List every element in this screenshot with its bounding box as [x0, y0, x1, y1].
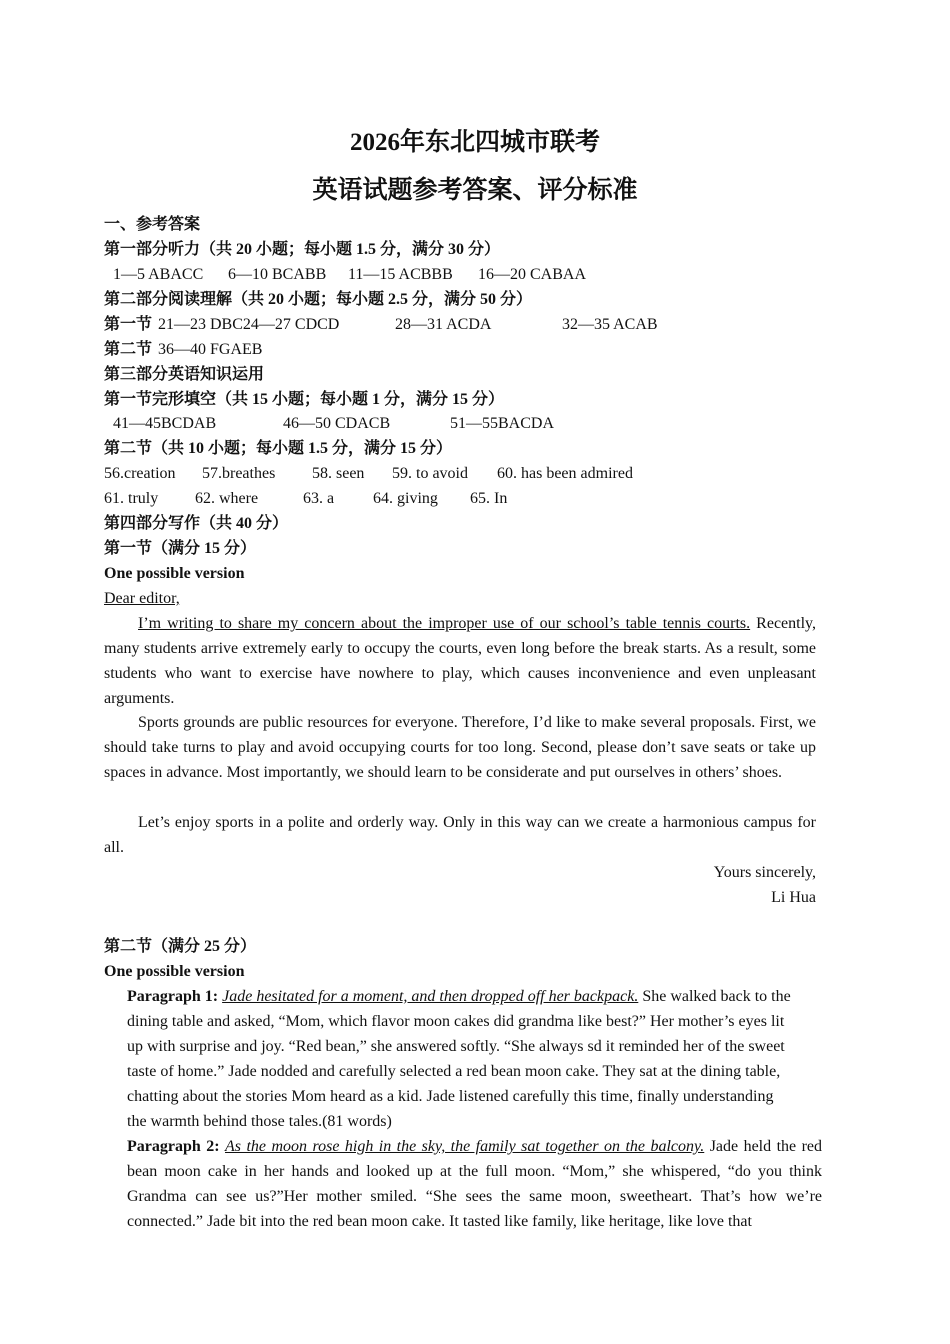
part3-section2-heading: 第二节（共 10 小题；每小题 1.5 分，满分 15 分）	[104, 440, 453, 457]
part3-section1-heading: 第一节完形填空（共 15 小题；每小题 1 分，满分 15 分）	[104, 391, 505, 408]
letter-greeting: Dear editor,	[104, 590, 180, 607]
answer-group: 6—10 BCABB	[228, 266, 327, 283]
writing-section1-heading: 第一节（满分 15 分）	[104, 540, 257, 557]
answer-group: 11—15 ACBBB	[348, 266, 453, 283]
paragraph-text: Jade held the red bean moon cake in her hands and looked up at the full moon. “Mom,” she whispered, “do you think Grandma can see us?”Her mother smiled. “She sees the same moon, sweetheart. That’s how we’re connected.” Jade bit into the red bean moon cake. It tasted like family, like heritage, like love that	[127, 1138, 823, 1230]
story-paragraph-1-line: the warmth behind those tales.(81 words)	[127, 1113, 392, 1130]
paragraph-label: Paragraph 2:	[127, 1138, 220, 1155]
answer-item: 58. seen	[312, 465, 365, 482]
part2-section1-label: 第一节	[104, 316, 153, 333]
answer-group: 51—55BACDA	[450, 415, 555, 432]
letter-closing: Yours sincerely,	[713, 864, 816, 881]
answer-item: 64. giving	[373, 490, 438, 507]
story-paragraph-1-line: dining table and asked, “Mom, which flavor moon cakes did grandma like best?” Her mother’s eyes lit	[127, 1013, 785, 1030]
writing-section2-heading: 第二节（满分 25 分）	[104, 938, 257, 955]
part2-section2-label: 第二节	[104, 341, 153, 358]
answer-group: 1—5 ABACC	[113, 266, 204, 283]
section-reference-answers: 一、参考答案	[104, 216, 201, 233]
story-paragraph-1-line	[127, 984, 791, 1009]
part4-writing-heading: 第四部分写作（共 40 分）	[104, 515, 289, 532]
part2-reading-heading: 第二部分阅读理解（共 20 小题；每小题 2.5 分，满分 50 分）	[104, 291, 533, 308]
writing-section1-version: One possible version	[104, 565, 245, 582]
answer-item: 62. where	[195, 490, 259, 507]
answer-group: 16—20 CABAA	[478, 266, 587, 283]
answer-item: 65. In	[470, 490, 508, 507]
part3-heading: 第三部分英语知识运用	[104, 366, 265, 383]
given-sentence: As the moon rose high in the sky, the family sat together on the balcony.	[225, 1138, 705, 1155]
letter-paragraph-1	[104, 611, 816, 711]
answer-item: 56.creation	[104, 465, 176, 482]
given-sentence: Jade hesitated for a moment, and then dropped off her backpack.	[222, 988, 639, 1005]
story-paragraph-1-line: taste of home.” Jade nodded and carefully selected a red bean moon cake. They sat at the dining table,	[127, 1063, 781, 1080]
answer-item: 61. truly	[104, 490, 159, 507]
writing-section2-version: One possible version	[104, 963, 245, 980]
answer-group: 46—50 CDACB	[283, 415, 391, 432]
letter-paragraph-3: Let’s enjoy sports in a polite and orderly way. Only in this way can we create a harmonious campus for all.	[104, 814, 816, 856]
paragraph-text: She walked back to the	[638, 988, 791, 1005]
letter-signature: Li Hua	[771, 889, 816, 906]
answer-group: 32—35 ACAB	[562, 316, 658, 333]
story-paragraph-2	[127, 1134, 822, 1234]
document-title: 2026年东北四城市联考	[349, 129, 600, 156]
paragraph-text: Recently, many students arrive extremely early to occupy the courts, even long before the break starts. As a result, some students who want to exercise have nowhere to play, which causes inconvenience and even unpleasant arguments.	[104, 615, 817, 707]
story-paragraph-1-line: up with surprise and joy. “Red bean,” she answered softly. “She always sd it reminded her of the sweet	[127, 1038, 785, 1055]
paragraph-label: Paragraph 1:	[127, 988, 219, 1005]
part1-listening-heading: 第一部分听力（共 20 小题；每小题 1.5 分，满分 30 分）	[104, 241, 501, 258]
letter-paragraph-2: Sports grounds are public resources for everyone. Therefore, I’d like to make several proposals. First, we should take turns to play and avoid occupying courts for too long. Second, please don’t save seats or take up spaces in advance. Most importantly, we should learn to be considerate and put ourselves in others’ shoes.	[104, 714, 816, 781]
answer-group: 41—45BCDAB	[113, 415, 217, 432]
answer-item: 59. to avoid	[392, 465, 468, 482]
answer-group: 28—31 ACDA	[395, 316, 492, 333]
answer-item: 60. has been admired	[497, 465, 633, 482]
story-paragraph-1-line: chatting about the stories Mom heard as a kid. Jade listened carefully this time, finally understanding	[127, 1088, 774, 1105]
answer-item: 63. a	[303, 490, 335, 507]
given-sentence: I’m writing to share my concern about the improper use of our school’s table tennis courts.	[138, 615, 751, 632]
answer-item: 57.breathes	[202, 465, 276, 482]
answer-group: 36—40 FGAEB	[158, 341, 263, 358]
document-subtitle: 英语试题参考答案、评分标准	[312, 177, 638, 204]
answer-group: 21—23 DBC24—27 CDCD	[158, 316, 340, 333]
